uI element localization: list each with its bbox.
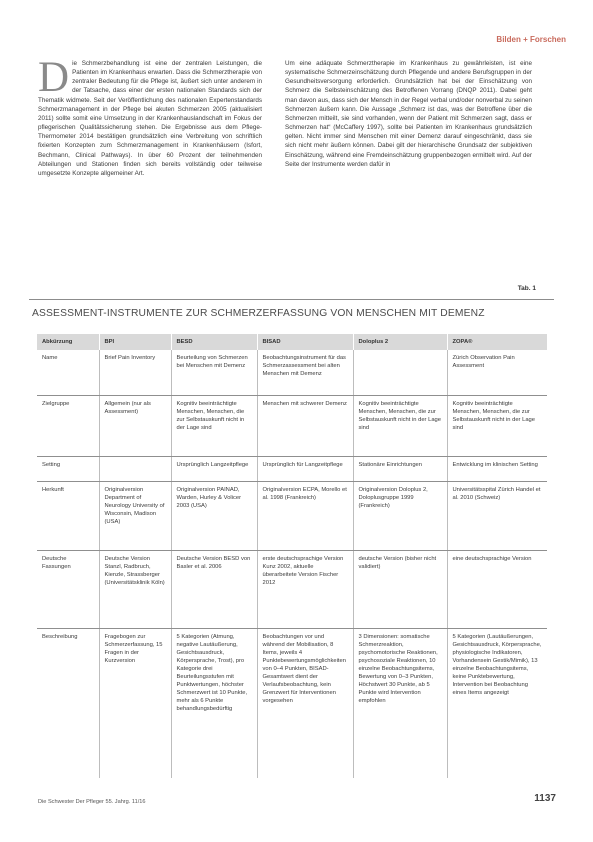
table-cell: 3 Dimensionen: somatische Schmerzreaktion, psychomotorische Reaktionen, psychosoziale Reaktionen, 10 einzelne Beobachtungsitems, Bewertung von 0–3 Punkten, Höchstwert 30 Punkte, ab 5 Punkte wird Intervention empfohlen <box>353 628 447 778</box>
article-text-left: ie Schmerzbehandlung ist eine der zentralen Leistungen, die Patienten im Krankenhaus erwarten. Dass die Schmerztherapie von zentraler Bedeutung für die Pflege ist, äußert sich unter anderem in der Tatsache, dass einer der ersten nationalen Standards sich der Thematik widmete. Seit der Veröffentlichung des nationalen Expertenstandards Schmerzmanagement in der Pflege bei akuten Schmerzen 2005 (aktualisiert 2011) sollte somit eine Umsetzung in der Krankenhauslandschaft im Fokus der pflegerischen Qualitätssicherung stehen. Die Ergebnisse aus dem Pflege-Thermometer 2014 bestätigen grundsätzlich eine Verbreitung von schriftlich fixierten Konzepten zum Schmerzmanagement in Krankenhäusern (Isfort, Bechmann, Clinical Pathways). In über 60 Prozent der teilnehmenden Abteilungen und Stationen finden sich bereits vollständig oder teilweise umgesetzte Konzepte allgemeiner Art. <box>38 60 262 177</box>
table-row <box>37 550 547 628</box>
table-cell: Setting <box>37 456 99 481</box>
table-label: Tab. 1 <box>517 285 536 292</box>
table-cell: Originalversion ECPA, Morello et al. 1998 (Frankreich) <box>257 481 353 550</box>
table-cell: Ursprünglich Langzeitpflege <box>171 456 257 481</box>
drop-cap: D <box>38 54 70 101</box>
table-cell: Beobachtungsinstrument für das Schmerzassessment bei alten Menschen mit Demenz <box>257 350 353 395</box>
table-cell: Stationäre Einrichtungen <box>353 456 447 481</box>
article-column-right <box>285 59 532 169</box>
table-cell <box>353 350 447 395</box>
table-header-cell: Doloplus 2 <box>353 334 447 350</box>
table-cell: Entwicklung im klinischen Setting <box>447 456 547 481</box>
table-title: ASSESSMENT-INSTRUMENTE ZUR SCHMERZERFASSUNG VON MENSCHEN MIT DEMENZ <box>32 308 485 319</box>
table-row <box>37 456 547 481</box>
table-cell: deutsche Version (bisher nicht validiert) <box>353 550 447 628</box>
table-header-cell: BPI <box>99 334 171 350</box>
table-row <box>37 350 547 395</box>
article-text-right: Um eine adäquate Schmerztherapie im Krankenhaus zu gewährleisten, ist eine systematische Schmerzeinschätzung durch Pflegende und andere Berufsgruppen in der Gesundheitsversorgung erforderlich. Grundsätzlich hat bei der Einschätzung von Schmerz die Selbsteinschätzung des Betroffenen Vorrang (DNQP 2011). Dabei geht man davon aus, dass sich der Mensch in der Regel verbal und/oder nonverbal zu seinen Schmerzen äußern kann. Die Aussage „Schmerz ist das, was der Betroffene über die Schmerzen mitteilt, sie sind vorhanden, wenn der Patient mit Schmerzen sagt, dass er Schmerzen hat“ (McCaffery 1997), sollte bei Patienten im Krankenhaus grundsätzlich gelten. Nicht immer sind Menschen mit einer Demenz darauf eingeschränkt, dass sie sich nicht mehr äußern können. Dabei gilt der hierarchische Grundsatz der subjektiven Einschätzung, während eine Fremdeinschätzung gruppenbezogen ermittelt wird. Auf der Seite der Instrumente werden dafür in <box>285 60 532 168</box>
table-cell: Originalversion Department of Neurology University of Wisconsin, Madison (USA) <box>99 481 171 550</box>
table-header-cell: Abkürzung <box>37 334 99 350</box>
table-cell: Kognitiv beeinträchtigte Menschen, Menschen, die zur Selbstauskunft nicht in der Lage sind <box>171 395 257 456</box>
table-cell: Beurteilung von Schmerzen bei Menschen mit Demenz <box>171 350 257 395</box>
table-cell: Allgemein (nur als Assessment) <box>99 395 171 456</box>
table-header-cell: BISAD <box>257 334 353 350</box>
table-cell: Deutsche Version BESD von Basler et al. 2006 <box>171 550 257 628</box>
table-cell: Zürich Observation Pain Assessment <box>447 350 547 395</box>
article-paragraph <box>38 54 262 178</box>
table-cell: Brief Pain Inventory <box>99 350 171 395</box>
table-cell: 5 Kategorien (Atmung, negative Lautäußerung, Gesichtsausdruck, Körpersprache, Trost), pro Kategorie drei Beurteilungsstufen mit Punktwertungen, höchster Schmerzwert ist 10 Punkte, mehr als 6 Punkte behandlungsbedürftig <box>171 628 257 778</box>
table-cell: Originalversion PAINAD, Warden, Hurley & Volicer 2003 (USA) <box>171 481 257 550</box>
table-row <box>37 395 547 456</box>
table-header-cell: BESD <box>171 334 257 350</box>
table-cell: Universitätsspital Zürich Handel et al. 2010 (Schweiz) <box>447 481 547 550</box>
table-cell: Beobachtungen vor und während der Mobilisation, 8 Items, jeweils 4 Punktebewertungsmöglichkeiten von 0–4 Punkten, BISAD-Gesamtwert dient der Verlaufsbeobachtung, kein Grenzwert für Interventionen vorgesehen <box>257 628 353 778</box>
table-cell: Zielgruppe <box>37 395 99 456</box>
table-header-row <box>37 334 547 350</box>
table-cell: Deutsche Version Stanzl, Radbruch, Kienzle, Strassberger (Universitätsklinik Köln) <box>99 550 171 628</box>
article-column-left <box>38 54 262 178</box>
table-cell: eine deutschsprachige Version <box>447 550 547 628</box>
section-kicker: Bilden + Forschen <box>496 35 566 44</box>
table-cell: Kognitiv beeinträchtigte Menschen, Menschen, die zur Selbstauskunft nicht in der Lage sind <box>447 395 547 456</box>
table-cell: Originalversion Doloplus 2, Doloplusgruppe 1999 (Frankreich) <box>353 481 447 550</box>
page-number: 1137 <box>534 793 556 804</box>
table-cell <box>99 456 171 481</box>
table-cell: Menschen mit schwerer Demenz <box>257 395 353 456</box>
table-cell: Beschreibung <box>42 633 78 640</box>
table-row <box>37 628 547 778</box>
table-cell: Herkunft <box>37 481 99 550</box>
table-cell: erste deutschsprachige Version Kunz 2002, aktuelle überarbeitete Version Fischer 2012 <box>257 550 353 628</box>
table-cell: Name <box>37 350 99 395</box>
assessment-table <box>37 334 547 778</box>
table-cell: Fragebogen zur Schmerzerfassung, 15 Fragen in der Kurzversion <box>99 628 171 778</box>
table-cell: Deutsche Fassungen <box>37 550 99 628</box>
table-header-cell: ZOPA® <box>447 334 547 350</box>
table-row <box>37 481 547 550</box>
table-cell: 5 Kategorien (Lautäußerungen, Gesichtsausdruck, Körpersprache, physiologische Indikatoren, Vorhandensein Gestik/Mimik), 13 einzelne Beobachtungsitems, keine Punktebewertung, Intervention bei Beobachtung eines Items angezeigt <box>447 628 547 778</box>
journal-footer: Die Schwester Der Pfleger 55. Jahrg. 11/16 <box>38 799 146 805</box>
table-cell: Ursprünglich für Langzeitpflege <box>257 456 353 481</box>
table-frame <box>29 299 554 819</box>
table-cell: Kognitiv beeinträchtigte Menschen, Menschen, die zur Selbstauskunft nicht in der Lage sind <box>353 395 447 456</box>
